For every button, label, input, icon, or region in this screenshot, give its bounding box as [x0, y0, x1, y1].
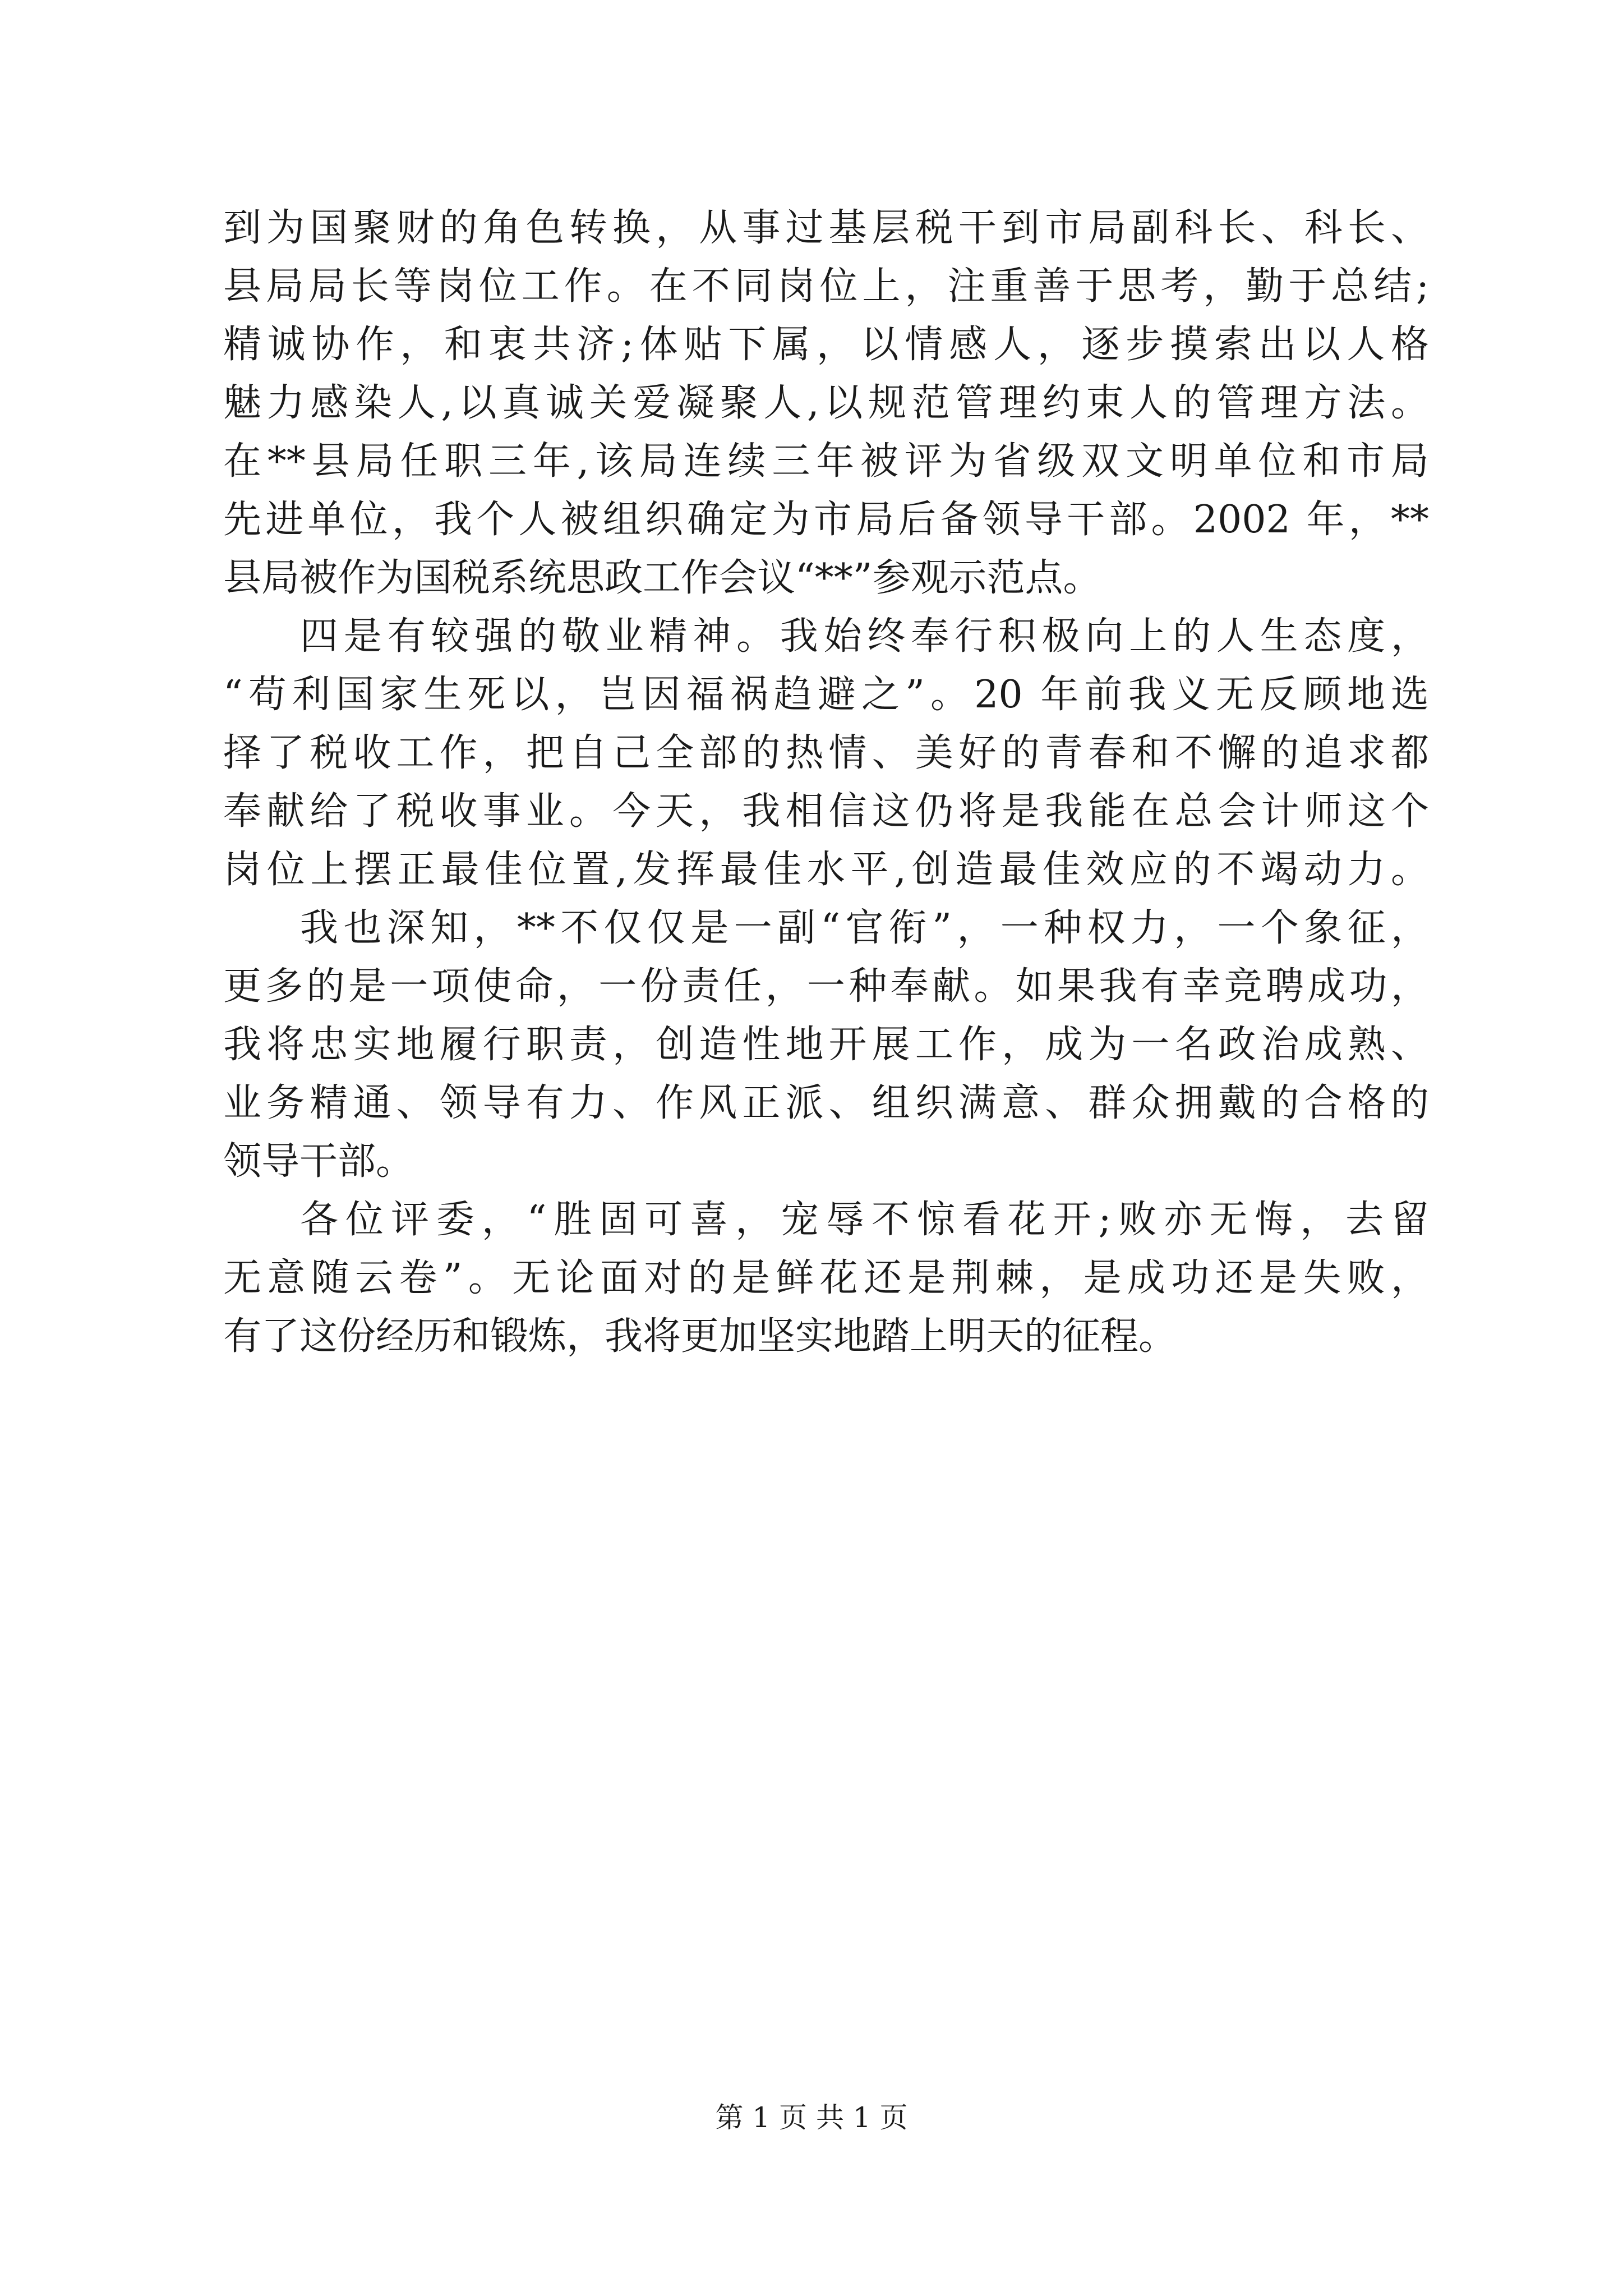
text-line: 我将忠实地履行职责，创造性地开展工作，成为一名政治成熟、 — [223, 1023, 1429, 1067]
text-line: 魅力感染人,以真诚关爱凝聚人,以规范管理约束人的管理方法。 — [223, 381, 1429, 425]
text-line: 业务精通、领导有力、作风正派、组织满意、群众拥戴的合格的 — [223, 1081, 1429, 1125]
text-line: 择了税收工作，把自己全部的热情、美好的青春和不懈的追求都 — [223, 731, 1429, 775]
text-line: 精诚协作，和衷共济;体贴下属，以情感人，逐步摸索出以人格 — [223, 323, 1429, 367]
text-line: 奉献给了税收事业。今天，我相信这仍将是我能在总会计师这个 — [223, 789, 1429, 834]
text-line: 各位评委，“胜固可喜，宠辱不惊看花开;败亦无悔，去留 — [300, 1198, 1429, 1242]
text-line: 在**县局任职三年,该局连续三年被评为省级双文明单位和市局 — [223, 439, 1429, 484]
text-line: 领导干部。 — [223, 1139, 414, 1184]
document-body — [223, 199, 1429, 1366]
text-line: “苟利国家生死以，岂因福祸趋避之”。20 年前我义无反顾地选 — [223, 673, 1429, 717]
text-line: 无意随云卷”。无论面对的是鲜花还是荆棘，是成功还是失败， — [223, 1256, 1429, 1300]
text-line: 到为国聚财的角色转换，从事过基层税干到市局副科长、科长、 — [223, 206, 1429, 250]
text-line: 岗位上摆正最佳位置,发挥最佳水平,创造最佳效应的不竭动力。 — [223, 848, 1429, 892]
text-line: 先进单位，我个人被组织确定为市局后备领导干部。2002 年，** — [223, 498, 1429, 542]
text-line: 有了这份经历和锻炼，我将更加坚实地踏上明天的征程。 — [223, 1314, 1177, 1359]
text-line: 更多的是一项使命，一份责任，一种奉献。如果我有幸竞聘成功， — [223, 964, 1429, 1009]
text-line: 县局被作为国税系统思政工作会议“**”参观示范点。 — [223, 556, 1101, 600]
page-footer: 第 1 页 共 1 页 — [715, 2101, 908, 2134]
text-line: 四是有较强的敬业精神。我始终奉行积极向上的人生态度， — [300, 614, 1429, 659]
text-line: 我也深知，**不仅仅是一副“官衔”，一种权力，一个象征， — [300, 906, 1429, 950]
text-line: 县局局长等岗位工作。在不同岗位上，注重善于思考，勤于总结; — [223, 264, 1429, 309]
